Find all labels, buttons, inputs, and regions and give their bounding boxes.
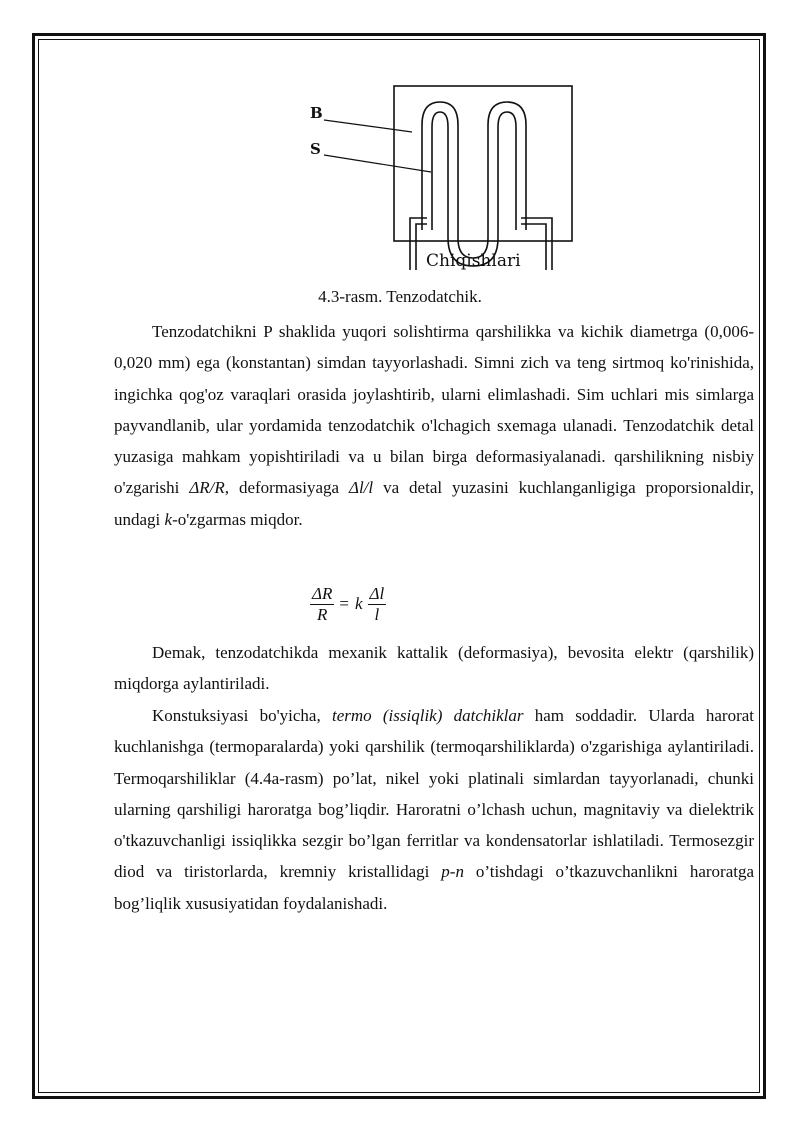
tenzodatchik-figure bbox=[300, 80, 590, 275]
p1-text-1: Tenzodatchikni P shaklida yuqori solishtirma qarshilikka va kichik diametrga (0,006-0,020 mm) ega (konstantan) simdan tayyorlashadi. Simni zich va teng sirtmoq ko'rinishida, ingichka qog'oz varaqlari orasida joylashtirib, ularni elimlashadi. Sim uchlari mis simlarga payvandlanib, ular yordamida tenzodatchik o'lchagich sxemaga ulanadi. Tenzodatchik detal yuzasiga mahkam yopishtiriladi va u bilan birga deformasiyalanadi. qarshilikning nisbiy o'zgarishi bbox=[114, 322, 754, 498]
p1-text-4: -o'zgarmas miqdor. bbox=[172, 509, 303, 529]
paragraph-1 bbox=[114, 316, 754, 535]
p3-text-2: ham soddadir. Ularda harorat kuchlanishga (termoparalarda) yoki qarshilik (termoqarshiliklarda) o'zgarishiga aylantiriladi. Termoqarshiliklar (4.4a-rasm) po’lat, nikel yoki platinali simlardan tayyorlanadi, chunki ularning qarshiligi haroratga bog’liqdir. Haroratni o’lchash uchun, magnitaviy va dielektrik o'tkazuvchanligi issiqlikka sezgir bo’lgan ferritlar va kondensatorlar ishlatiladi. Termosezgir diod va tiristorlarda, kremniy kristallidagi bbox=[114, 706, 755, 882]
formula bbox=[308, 583, 388, 625]
fraction-right-numerator: Δl bbox=[369, 583, 385, 603]
left-lead bbox=[410, 218, 427, 270]
wire-inner-path bbox=[432, 112, 516, 266]
p2-text: Demak, tenzodatchikda mexanik kattalik (deformasiya), bevosita elektr (qarshilik) miqdorga aylantiriladi. bbox=[114, 643, 754, 694]
right-lead-inner bbox=[521, 224, 546, 270]
paragraph-3 bbox=[114, 700, 754, 919]
paragraph-2 bbox=[114, 637, 754, 700]
label-chiqishlari: Chiqishlari bbox=[426, 251, 521, 271]
fraction-left-numerator: ΔR bbox=[312, 583, 333, 603]
fraction-left bbox=[310, 584, 334, 625]
label-b: B bbox=[310, 104, 323, 122]
p1-dl-l: Δl/l bbox=[348, 478, 374, 498]
fraction-right-denominator: l bbox=[374, 604, 380, 624]
p3-text-3: o’tishdagi o’tkazuvchanlikni haroratga bog’liqlik xususiyatidan foydalanishadi. bbox=[114, 862, 755, 913]
fraction-left-denominator: R bbox=[316, 604, 328, 624]
figure-caption: 4.3-rasm. Tenzodatchik. bbox=[318, 287, 482, 306]
pointer-line-s bbox=[324, 155, 431, 172]
p3-emphasis-termo: termo (issiqlik) datchiklar bbox=[331, 706, 524, 725]
p1-text-2: , deformasiyaga bbox=[224, 478, 349, 498]
label-s: S bbox=[310, 140, 321, 158]
coefficient-k: k bbox=[354, 594, 363, 613]
wire-outer-path bbox=[422, 102, 526, 258]
p3-text-1: Konstuksiyasi bo'yicha, bbox=[152, 706, 332, 725]
p1-dr-r: ΔR/R bbox=[189, 478, 225, 498]
p3-emphasis-pn: p-n bbox=[441, 862, 464, 882]
p1-text-3: va detal yuzasini kuchlanganligiga proporsionaldir, undagi bbox=[114, 478, 754, 529]
fraction-right bbox=[368, 584, 387, 625]
tenzodatchik-diagram bbox=[300, 80, 590, 275]
pointer-line-b bbox=[324, 120, 412, 132]
p1-k: k bbox=[164, 509, 173, 529]
equals-sign: = bbox=[339, 594, 349, 613]
